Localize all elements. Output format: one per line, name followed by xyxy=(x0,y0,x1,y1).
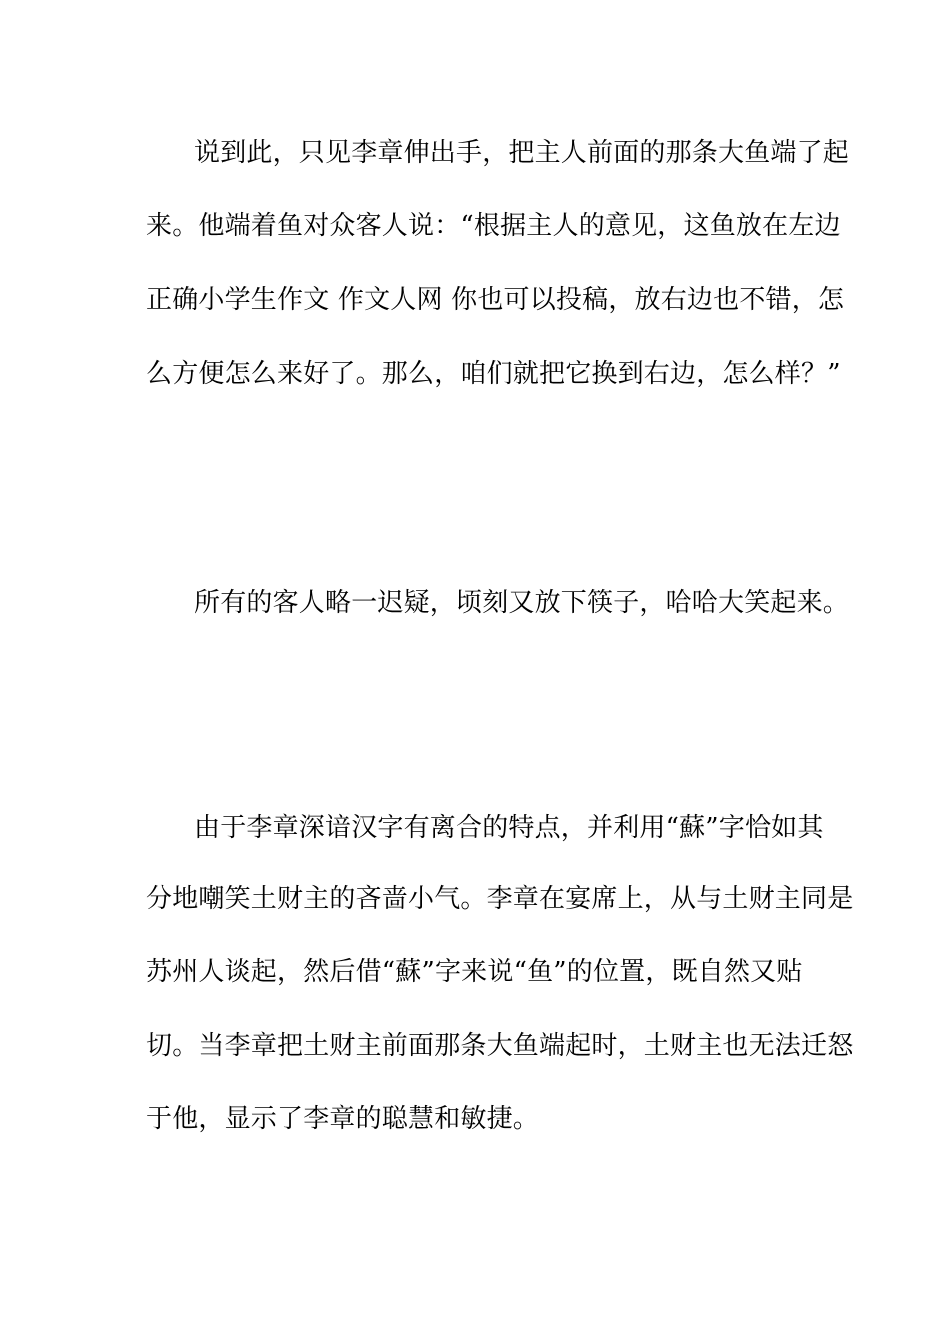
paragraph-2-line-1: 所有的客人略一迟疑，顷刻又放下筷子，哈哈大笑起来。 xyxy=(194,588,850,618)
paragraph-1-line-2: 来。他端着鱼对众客人说：“根据主人的意见，这鱼放在左边 xyxy=(146,211,841,241)
paragraph-3-line-3: 苏州人谈起，然后借“蘇”字来说“鱼”的位置，既自然又贴 xyxy=(146,957,803,987)
paragraph-3-line-5: 于他，显示了李章的聪慧和敏捷。 xyxy=(146,1104,540,1134)
paragraph-1-line-1: 说到此，只见李章伸出手，把主人前面的那条大鱼端了起 xyxy=(194,138,850,168)
paragraph-3-line-4: 切。当李章把土财主前面那条大鱼端起时，土财主也无法迁怒 xyxy=(146,1031,854,1061)
paragraph-1-line-4: 么方便怎么来好了。那么，咱们就把它换到右边，怎么样？” xyxy=(146,359,841,389)
paragraph-3-line-1: 由于李章深谙汉字有离合的特点，并利用“蘇”字恰如其 xyxy=(194,813,824,843)
paragraph-1-line-3: 正确小学生作文 作文人网 你也可以投稿，放右边也不错，怎 xyxy=(146,285,845,315)
paragraph-3-line-2: 分地嘲笑土财主的吝啬小气。李章在宴席上，从与土财主同是 xyxy=(146,884,854,914)
